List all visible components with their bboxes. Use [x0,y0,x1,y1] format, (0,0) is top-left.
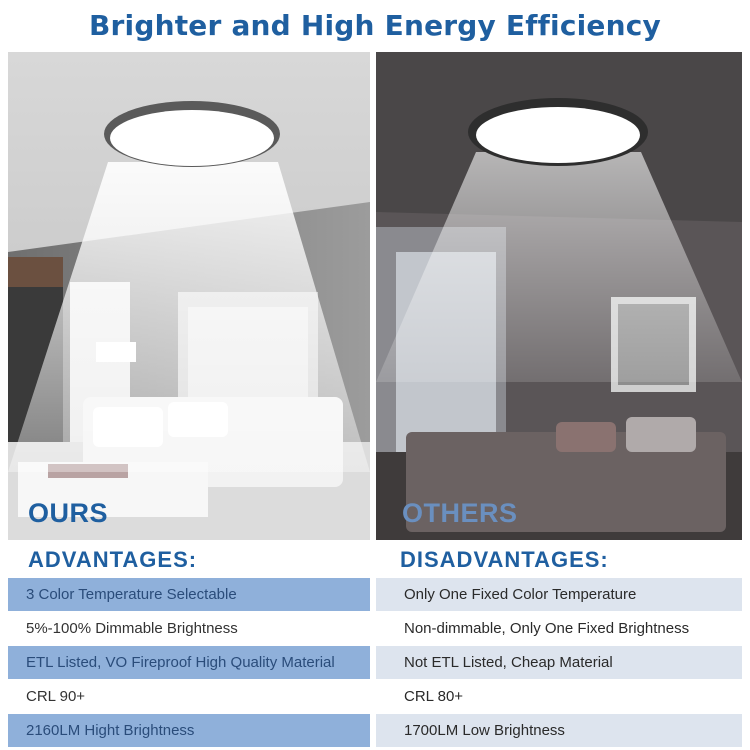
advantage-item: CRL 90+ [8,680,370,714]
disadvantage-item: Non-dimmable, Only One Fixed Brightness [376,612,742,646]
disadvantage-item: CRL 80+ [376,680,742,714]
advantage-item: 3 Color Temperature Selectable [8,578,370,612]
disadvantages-heading: DISADVANTAGES: [376,542,742,578]
disadvantage-item: Only One Fixed Color Temperature [376,578,742,612]
others-room-image [376,52,742,540]
disadvantage-item: 1700LM Low Brightness [376,714,742,748]
page-title: Brighter and High Energy Efficiency [89,9,661,42]
disadvantages-column [376,542,742,748]
advantage-item: 2160LM Hight Brightness [8,714,370,748]
advantages-heading: ADVANTAGES: [8,542,370,578]
disadvantage-item: Not ETL Listed, Cheap Material [376,646,742,680]
advantage-item: ETL Listed, VO Fireproof High Quality Material [8,646,370,680]
others-label: OTHERS [402,498,518,528]
advantages-column [8,542,370,748]
ours-label: OURS [28,498,109,528]
ours-room-image [8,52,370,540]
advantage-item: 5%-100% Dimmable Brightness [8,612,370,646]
